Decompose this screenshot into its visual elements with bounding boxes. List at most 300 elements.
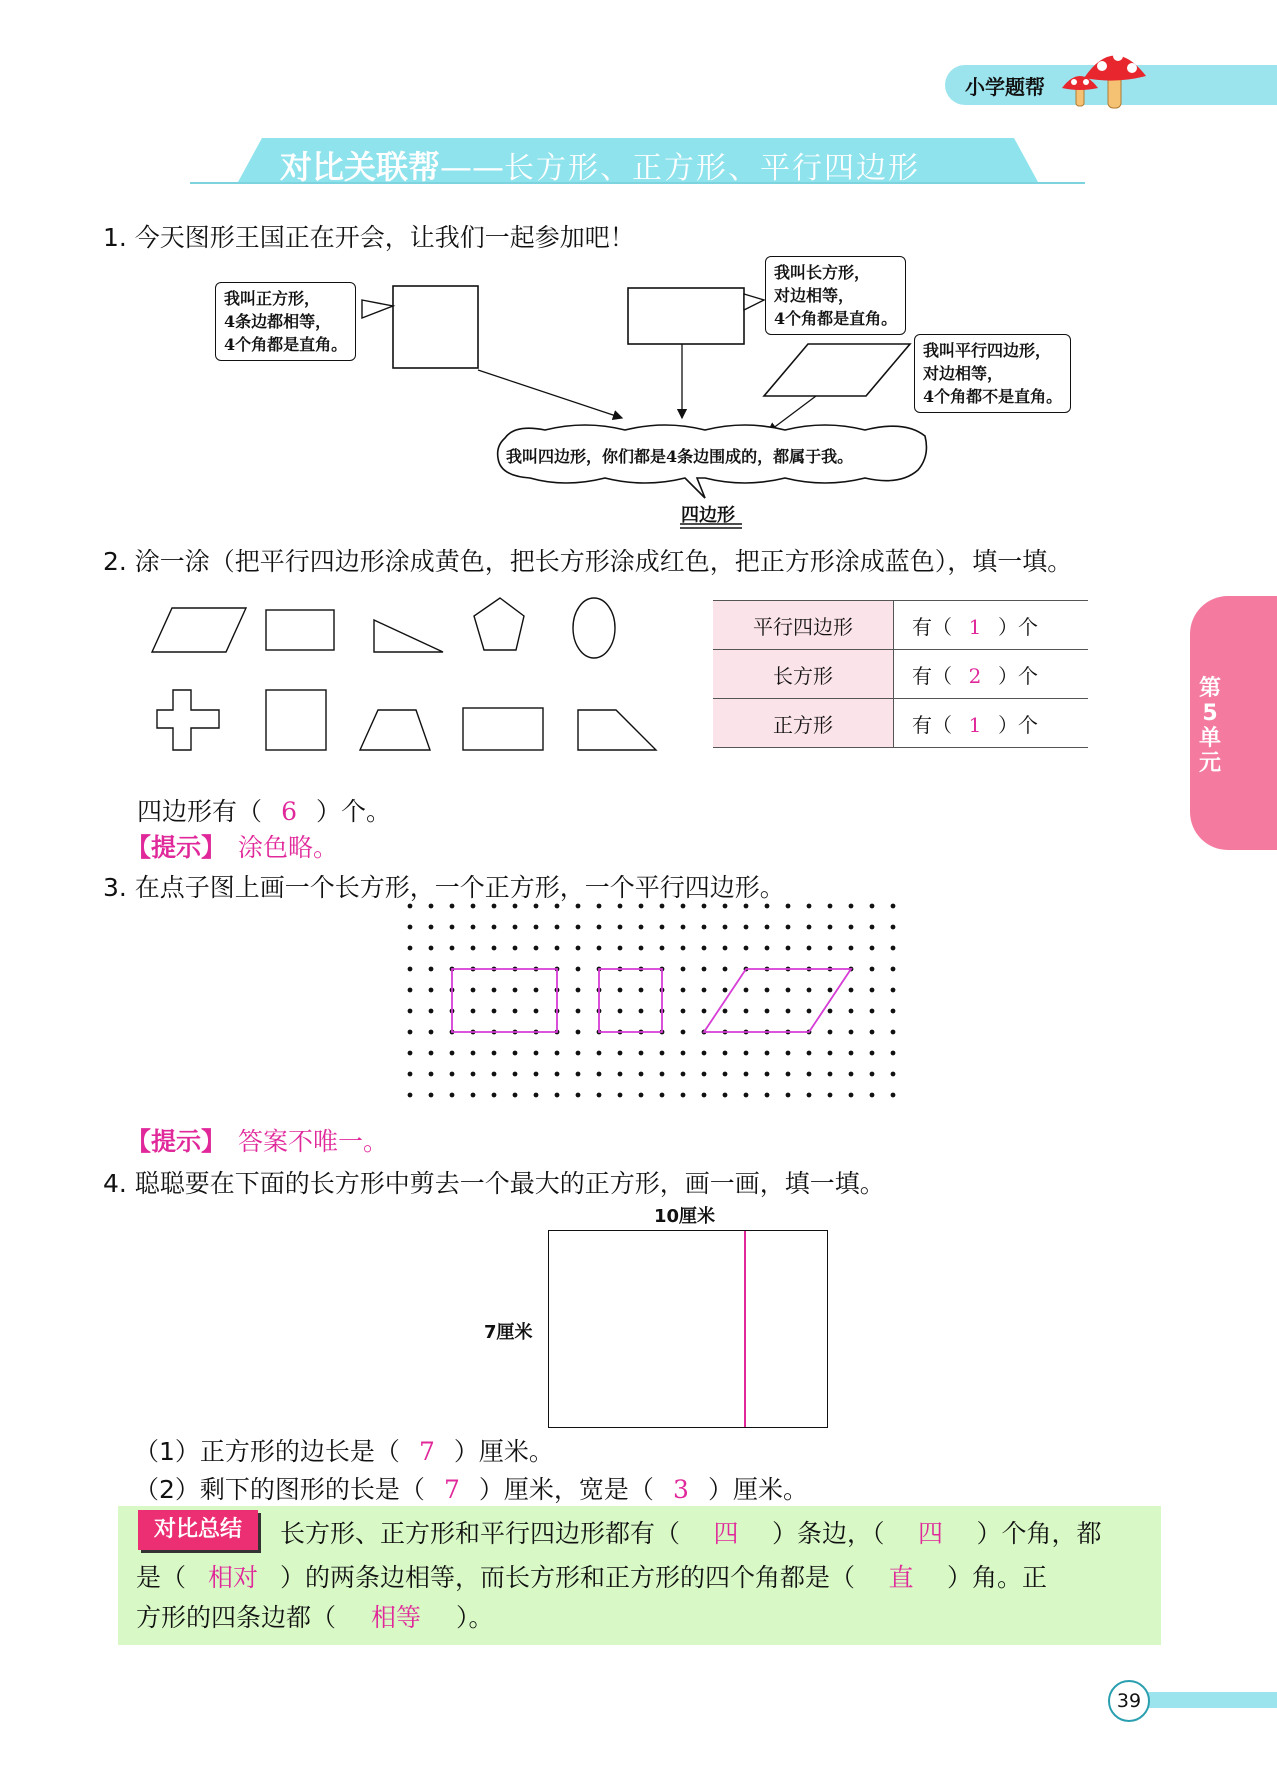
bubble-line: 4个角都是直角。 [774,309,898,328]
page-number: 39 [1108,1680,1150,1722]
grid-dot [828,925,833,930]
grid-dot [891,1030,896,1035]
q2-hint [126,828,338,864]
grid-dot [534,1051,539,1056]
grid-dot [807,988,812,993]
hint-text: 答案不唯一。 [238,1127,389,1156]
grid-dot [534,1093,539,1098]
hint-text: 涂色略。 [238,833,339,862]
grid-dot [639,1051,644,1056]
grid-dot [450,1051,455,1056]
p2-prefix: （2）剩下的图形的长是（ [134,1475,425,1504]
rectangle-shape [266,610,334,650]
grid-dot [702,967,707,972]
grid-dot [681,988,686,993]
grid-dot [429,988,434,993]
square-shape [266,690,326,750]
grid-dot [408,967,413,972]
grid-dot [576,1093,581,1098]
grid-dot [765,988,770,993]
grid-dot [870,1072,875,1077]
grid-dot [723,1051,728,1056]
grid-dot [408,1072,413,1077]
grid-dot [681,946,686,951]
grid-dot [828,946,833,951]
grid-dot [765,1093,770,1098]
grid-dot [576,1030,581,1035]
grid-dot [492,946,497,951]
grid-dot [429,925,434,930]
grid-dot [870,946,875,951]
dot-grid [400,896,920,1126]
table-shape-cell: 长方形 [713,650,894,699]
grid-dot [513,1093,518,1098]
grid-dot [807,946,812,951]
p2-mid: ）厘米，宽是（ [478,1475,654,1504]
grid-dot [765,1072,770,1077]
grid-dot [702,946,707,951]
p2-suffix: ）厘米。 [707,1475,808,1504]
grid-dot [576,967,581,972]
grid-dot [702,988,707,993]
grid-dot [702,925,707,930]
grid-dot [681,1093,686,1098]
grid-dot [870,1093,875,1098]
table-count-cell [894,699,1089,748]
p1-answer: 7 [418,1437,435,1466]
grid-dot [702,1009,707,1014]
grid-dot [639,925,644,930]
drawn-square [599,969,662,1032]
grid-dot [408,1093,413,1098]
grid-dot [597,904,602,909]
quad-count-suffix: ）个。 [316,797,392,826]
grid-dot [471,925,476,930]
grid-dot [513,988,518,993]
summary-answer: 直 [888,1563,914,1592]
unit-char: 单 [1198,726,1221,751]
bubble-tail-square [362,300,393,318]
q4-part2 [134,1470,808,1506]
q3-question: 3. 在点子图上画一个长方形，一个正方形，一个平行四边形。 [103,873,785,902]
table-answer: 1 [968,712,982,737]
grid-dot [870,1030,875,1035]
grid-dot [681,1072,686,1077]
grid-dot [723,904,728,909]
grid-dot [618,925,623,930]
banner-sub: 长方形、正方形、平行四边形 [504,151,921,186]
grid-dot [429,1093,434,1098]
grid-dot [471,1009,476,1014]
grid-dot [534,1009,539,1014]
grid-dot [555,1072,560,1077]
summary-answer: 相等 [371,1603,422,1632]
grid-dot [513,1072,518,1077]
footer-bar [1130,1692,1277,1708]
table-answer: 1 [968,614,982,639]
q2-question: 2. 涂一涂（把平行四边形涂成黄色，把长方形涂成红色，把正方形涂成蓝色），填一填。 [103,547,1073,576]
table-answer: 2 [968,663,982,688]
grid-dot [765,1051,770,1056]
grid-dot [681,925,686,930]
bubble-line: 我叫长方形， [774,263,871,282]
grid-dot [534,1072,539,1077]
grid-dot [828,1030,833,1035]
grid-dot [786,988,791,993]
grid-dot [828,1051,833,1056]
grid-dot [702,904,707,909]
grid-dot [513,925,518,930]
p1-suffix: ）厘米。 [453,1437,554,1466]
grid-dot [828,1093,833,1098]
grid-dot [849,1051,854,1056]
grid-dot [597,925,602,930]
q2-quad-count [137,792,391,828]
q3-hint [126,1122,388,1158]
grid-dot [681,1009,686,1014]
table-prefix: 有（ [912,614,952,639]
grid-dot [618,946,623,951]
width-label: 10厘米 [654,1206,716,1227]
summary-text: ）的两条边相等，而长方形和正方形的四个角都是（ [280,1563,856,1592]
grid-dot [744,1009,749,1014]
grid-dot [576,1051,581,1056]
grid-dot [723,1093,728,1098]
grid-dot [786,1009,791,1014]
grid-dot [618,904,623,909]
grid-dot [786,946,791,951]
grid-dot [765,1009,770,1014]
grid-dot [576,1072,581,1077]
parallelogram-shape [764,344,910,396]
grid-dot [765,946,770,951]
table-shape-cell: 正方形 [713,699,894,748]
grid-dot [828,988,833,993]
grid-dot [471,946,476,951]
grid-dot [870,967,875,972]
grid-dot [471,1093,476,1098]
header-brand: 小学题帮 [965,75,1045,99]
grid-dot [639,946,644,951]
grid-dot [891,988,896,993]
grid-dot [786,1072,791,1077]
grid-dot [744,988,749,993]
grid-dot [681,1051,686,1056]
grid-dot [870,1051,875,1056]
grid-dot [639,904,644,909]
grid-dot [555,1093,560,1098]
summary-line-3 [136,1598,494,1634]
grid-dot [429,1009,434,1014]
grid-dot [849,1072,854,1077]
grid-dot [891,946,896,951]
grid-dot [786,925,791,930]
grid-dot [765,925,770,930]
quadrilateral-text: 我叫四边形，你们都是4条边围成的，都属于我。 [506,447,854,466]
grid-dot [849,925,854,930]
grid-dot [429,1072,434,1077]
grid-dot [450,904,455,909]
parallelogram-shape [152,608,246,652]
quad-count-prefix: 四边形有（ [137,797,263,826]
grid-dot [555,1051,560,1056]
grid-dot [597,1093,602,1098]
p2-answer-width: 3 [672,1475,689,1504]
grid-dot [744,1072,749,1077]
grid-dot [618,1093,623,1098]
grid-dot [576,1009,581,1014]
grid-dot [408,904,413,909]
grid-dot [807,1072,812,1077]
grid-dot [702,1051,707,1056]
parallelogram-bubble [914,334,1071,413]
grid-dot [870,1009,875,1014]
grid-dot [702,1072,707,1077]
grid-dot [639,1072,644,1077]
grid-dot [744,904,749,909]
hint-label: 【提示】 [126,833,227,862]
grid-dot [828,1072,833,1077]
grid-dot [891,904,896,909]
q4-part1 [134,1432,554,1468]
q1-question: 1. 今天图形王国正在开会，让我们一起参加吧！ [103,223,635,252]
grid-dot [618,1009,623,1014]
bubble-line: 4个角都不是直角。 [923,387,1063,406]
quad-count-answer: 6 [281,797,297,826]
grid-dot [513,904,518,909]
grid-dot [408,946,413,951]
grid-dot [429,1030,434,1035]
grid-dot [429,946,434,951]
pentagon-shape [474,598,524,650]
grid-dot [660,1093,665,1098]
rectangle-shape [628,288,744,344]
grid-dot [555,946,560,951]
grid-dot [870,988,875,993]
bubble-line: 我叫平行四边形， [923,341,1052,360]
unit-char: 第 [1198,676,1221,701]
grid-dot [639,1009,644,1014]
rectangle-bubble [765,256,906,335]
grid-dot [492,1009,497,1014]
unit-tab-label [1198,676,1222,776]
ellipse-shape [573,598,615,658]
square-bubble [215,282,356,361]
banner-dash: —— [440,148,505,186]
table-prefix: 有（ [912,663,952,688]
bubble-line: 对边相等， [923,364,1004,383]
grid-dot [723,967,728,972]
grid-dot [513,1051,518,1056]
grid-dot [450,925,455,930]
grid-dot [870,904,875,909]
grid-dot [618,1051,623,1056]
q4-question: 4. 聪聪要在下面的长方形中剪去一个最大的正方形，画一画，填一填。 [103,1169,885,1198]
table-row [713,650,1088,699]
grid-dot [786,1051,791,1056]
grid-dot [807,1051,812,1056]
table-count-cell [894,601,1089,650]
grid-dot [807,925,812,930]
grid-dot [807,1093,812,1098]
grid-dot [723,1009,728,1014]
grid-dot [534,988,539,993]
grid-dot [744,1051,749,1056]
table-row [713,699,1088,748]
summary-answer: 四 [713,1519,739,1548]
grid-dot [576,904,581,909]
grid-dot [681,1030,686,1035]
cross-shape [157,690,219,750]
grid-dot [660,946,665,951]
bubble-line: 4个角都是直角。 [224,335,348,354]
grid-dot [828,1009,833,1014]
grid-dot [534,946,539,951]
summary-text: ）角。正 [947,1563,1048,1592]
grid-dot [576,925,581,930]
grid-dot [744,925,749,930]
grid-dot [870,925,875,930]
grid-dot [681,904,686,909]
grid-dot [597,946,602,951]
grid-dot [492,1051,497,1056]
summary-answer: 四 [918,1519,944,1548]
grid-dot [891,1051,896,1056]
grid-dot [408,988,413,993]
summary-text: ）。 [456,1603,494,1632]
grid-dot [702,1093,707,1098]
height-label: 7厘米 [484,1322,533,1343]
grid-dot [576,946,581,951]
summary-text: ）个角，都 [976,1519,1102,1548]
grid-dot [891,925,896,930]
grid-dot [471,1072,476,1077]
table-shape-cell: 平行四边形 [713,601,894,650]
q2-shapes [0,580,700,760]
grid-dot [723,925,728,930]
grid-dot [576,988,581,993]
grid-dot [660,904,665,909]
grid-dot [765,904,770,909]
grid-dot [849,988,854,993]
table-prefix: 有（ [912,712,952,737]
table-suffix: ）个 [998,712,1038,737]
table-count-cell [894,650,1089,699]
grid-dot [891,967,896,972]
bubble-line: 4条边都相等， [224,312,332,331]
summary-text: 是（ [136,1563,187,1592]
grid-dot [849,1030,854,1035]
right-trapezoid-shape [578,710,656,750]
grid-dot [492,904,497,909]
summary-line-1 [280,1514,1102,1550]
square-shape [393,286,478,368]
grid-dot [429,967,434,972]
grid-dot [639,1093,644,1098]
drawn-parallelogram [704,969,851,1032]
trapezoid-shape [360,710,430,750]
table-suffix: ）个 [998,614,1038,639]
grid-dot [450,1093,455,1098]
p2-answer-length: 7 [443,1475,460,1504]
grid-dot [723,1072,728,1077]
grid-dot [492,1093,497,1098]
grid-dot [408,1051,413,1056]
arrow-line [478,370,622,418]
grid-dot [723,946,728,951]
grid-dot [786,1093,791,1098]
table-row [713,601,1088,650]
bubble-tail-rect [744,294,764,310]
table-suffix: ）个 [998,663,1038,688]
grid-dot [492,1072,497,1077]
summary-text: ）条边，（ [772,1519,885,1548]
summary-text: 方形的四条边都（ [136,1603,337,1632]
grid-dot [639,988,644,993]
grid-dot [450,1072,455,1077]
summary-answer: 相对 [208,1563,259,1592]
grid-dot [807,1009,812,1014]
grid-dot [723,988,728,993]
grid-dot [429,904,434,909]
grid-dot [849,1009,854,1014]
grid-dot [849,904,854,909]
grid-dot [471,1051,476,1056]
unit-char: 元 [1198,751,1221,776]
grid-dot [891,1009,896,1014]
grid-dot [555,925,560,930]
count-table [713,600,1088,748]
grid-dot [849,946,854,951]
summary-label: 对比总结 [138,1510,258,1550]
grid-dot [492,925,497,930]
grid-dot [408,1009,413,1014]
grid-dot [534,904,539,909]
grid-dot [450,946,455,951]
grid-dot [744,946,749,951]
grid-dot [513,1009,518,1014]
grid-dot [828,904,833,909]
grid-dot [807,904,812,909]
grid-dot [513,946,518,951]
drawn-rectangle [452,969,557,1032]
bubble-line: 对边相等， [774,286,855,305]
grid-dot [597,1051,602,1056]
grid-dot [597,1072,602,1077]
square-cut-line [744,1231,746,1427]
summary-line-2 [136,1558,1047,1594]
grid-dot [408,1030,413,1035]
grid-dot [471,988,476,993]
triangle-shape [374,620,443,652]
cut-rectangle [548,1230,828,1428]
grid-dot [534,925,539,930]
rectangle-shape [463,708,543,750]
grid-dot [408,925,413,930]
grid-dot [849,1093,854,1098]
grid-dot [555,904,560,909]
grid-dot [681,967,686,972]
grid-dot [891,1072,896,1077]
grid-dot [891,1093,896,1098]
grid-dot [492,988,497,993]
grid-dot [744,1093,749,1098]
grid-dot [618,988,623,993]
grid-dot [618,1072,623,1077]
banner-main: 对比关联帮 [280,148,441,186]
grid-dot [471,904,476,909]
quadrilateral-label: 四边形 [681,505,735,526]
